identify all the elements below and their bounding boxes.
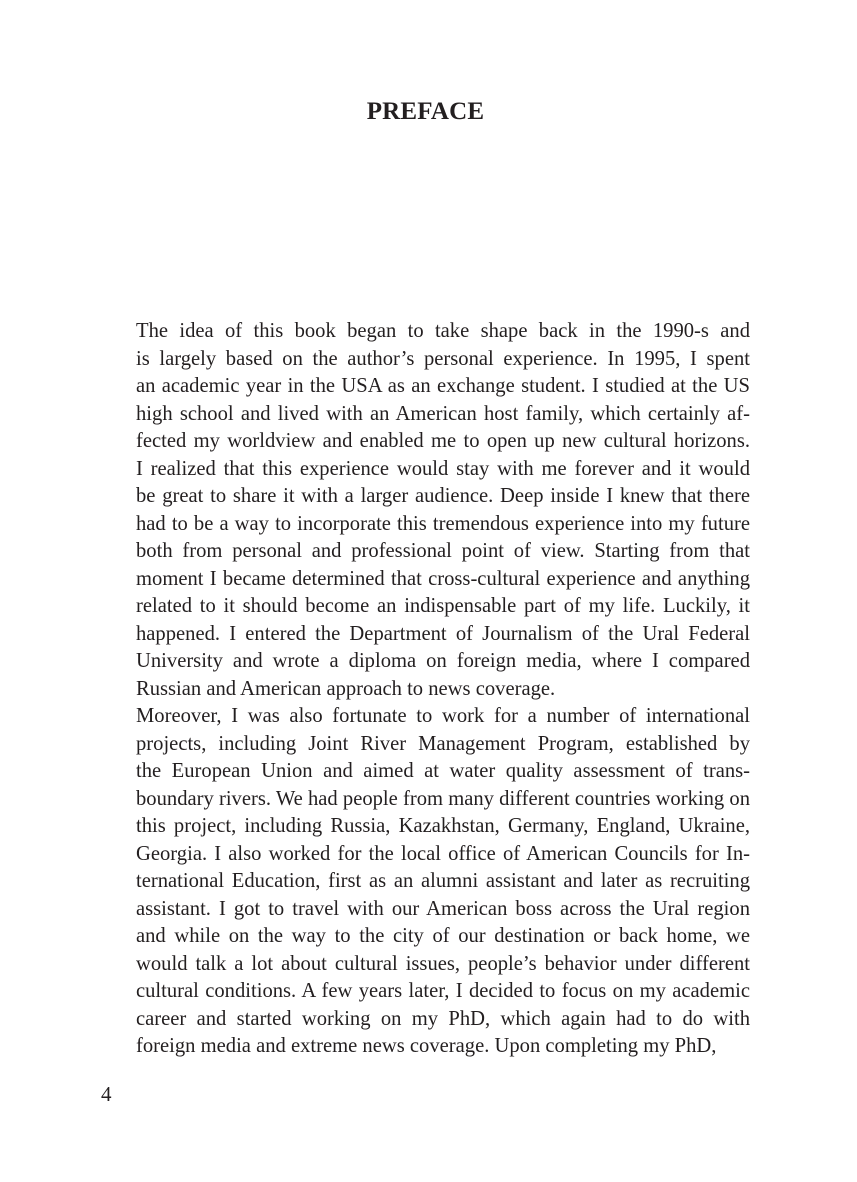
text-line: the European Union and aimed at water quality assessment of trans- [136, 760, 750, 782]
text-line: cultural conditions. A few years later, I decided to focus on my academic [136, 980, 750, 1002]
paragraph [101, 318, 750, 703]
text-line: career and started working on my PhD, which again had to do with [136, 1007, 750, 1030]
text-line: I realized that this experience would stay with me forever and it would [136, 457, 750, 480]
paragraph [101, 703, 750, 1061]
text-line: both from personal and professional point of view. Starting from that [136, 540, 750, 562]
text-line: and while on the way to the city of our destination or back home, we [136, 925, 750, 947]
text-line: boundary rivers. We had people from many different countries working on [136, 787, 750, 810]
text-line: high school and lived with an American host family, which certainly af- [136, 402, 750, 425]
text-line: University and wrote a diploma on foreign media, where I compared [136, 650, 750, 672]
text-line: fected my worldview and enabled me to open up new cultural horizons. [136, 430, 750, 452]
text-line: an academic year in the USA as an exchange student. I studied at the US [136, 375, 750, 397]
text-line: had to be a way to incorporate this tremendous experience into my future [136, 512, 750, 535]
text-line: moment I became determined that cross-cultural experience and anything [136, 567, 750, 590]
text-line: Russian and American approach to news coverage. [136, 677, 556, 700]
text-line: The idea of this book began to take shape back in the 1990-s and [136, 320, 750, 342]
text-line: foreign media and extreme news coverage. Upon completing my PhD, [136, 1035, 717, 1057]
text-line: happened. I entered the Department of Journalism of the Ural Federal [136, 622, 750, 645]
text-line: be great to share it with a larger audience. Deep inside I knew that there [136, 485, 750, 507]
text-line: Georgia. I also worked for the local office of American Councils for In- [136, 842, 750, 865]
text-line: would talk a lot about cultural issues, people’s behavior under different [136, 952, 750, 975]
text-line: Moreover, I was also fortunate to work for a number of international [136, 705, 750, 727]
text-line: assistant. I got to travel with our American boss across the Ural region [136, 897, 750, 920]
text-line: this project, including Russia, Kazakhstan, Germany, England, Ukraine, [136, 815, 750, 837]
page-title: PREFACE [366, 98, 485, 125]
text-line: projects, including Joint River Management Program, established by [136, 732, 750, 755]
preface-body [101, 318, 750, 1061]
text-line: ternational Education, first as an alumni assistant and later as recruiting [136, 870, 750, 892]
text-line: related to it should become an indispensable part of my life. Luckily, it [136, 595, 750, 617]
text-line: is largely based on the author’s personal experience. In 1995, I spent [136, 347, 750, 370]
page-number: 4 [101, 1082, 112, 1106]
